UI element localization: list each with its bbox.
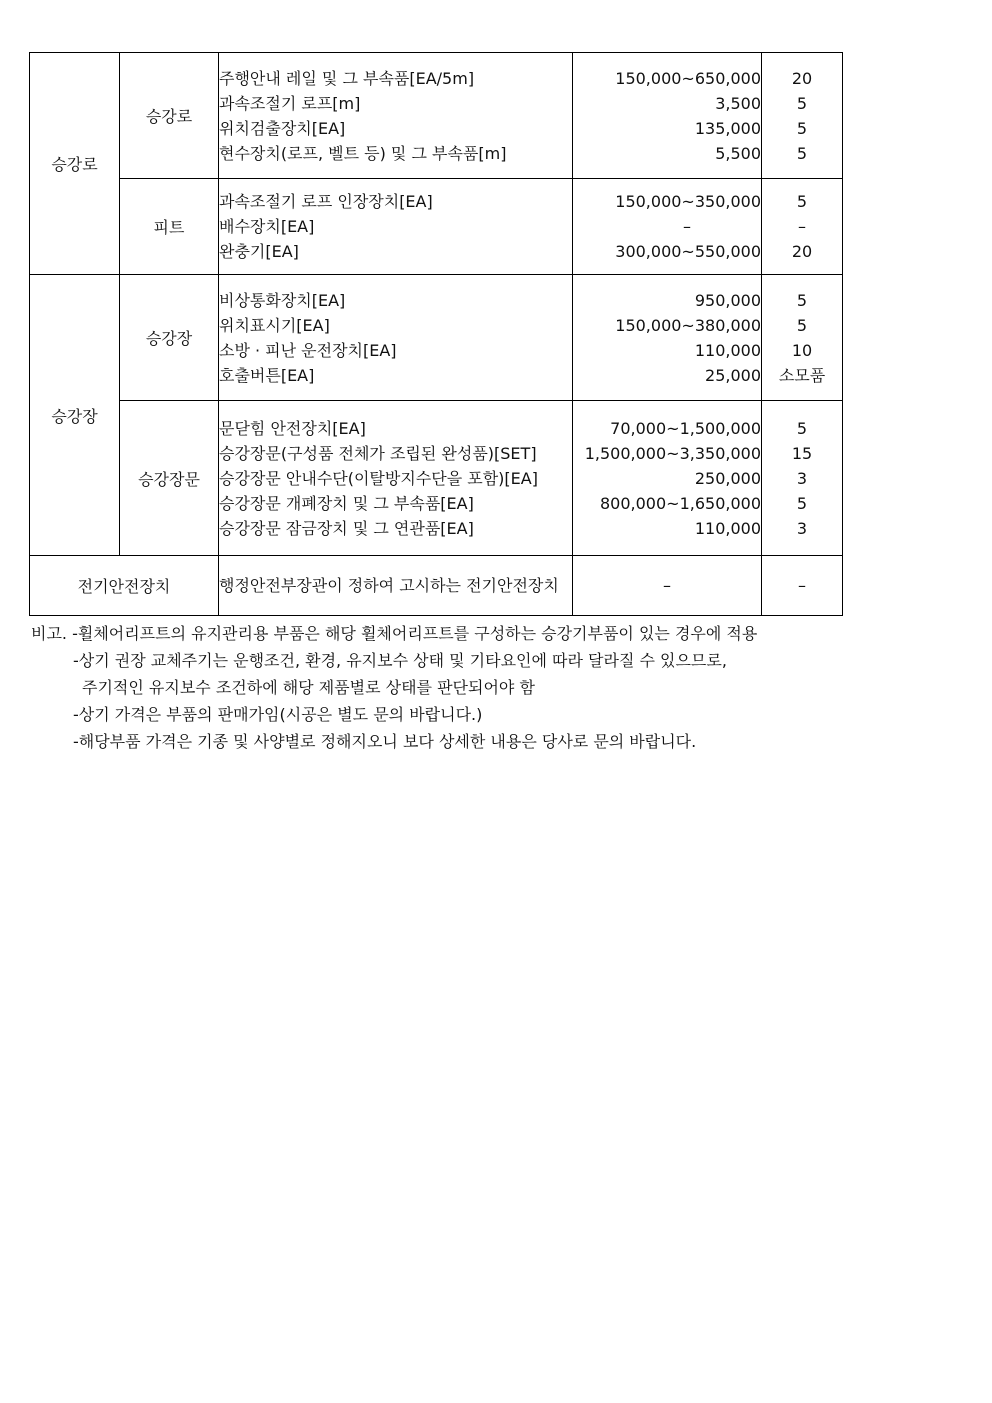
list-item: 비상통화장치[EA] <box>219 290 346 310</box>
price-list <box>573 179 762 275</box>
price-value: 150,000~350,000 <box>615 192 761 211</box>
price-value: – <box>683 217 691 236</box>
cycle-list <box>762 275 843 401</box>
cycle-value: 5 <box>796 192 808 211</box>
cycle-value: 소모품 <box>778 365 826 385</box>
table-row <box>30 179 843 275</box>
cycle-value: – <box>762 556 843 616</box>
price-value: 3,500 <box>715 93 761 113</box>
price-value: 1,500,000~3,350,000 <box>584 443 761 463</box>
list-item: 과속조절기 로프 인장장치[EA] <box>219 192 433 211</box>
list-item: 승강장문(구성품 전체가 조립된 완성품)[SET] <box>219 443 537 463</box>
cycle-value: 5 <box>796 315 808 335</box>
item-list <box>219 53 573 179</box>
price-list <box>573 53 762 179</box>
cycle-value: 5 <box>796 493 808 513</box>
list-item: 위치검출장치[EA] <box>219 118 346 138</box>
subcategory-landing-door: 승강장문 <box>120 401 219 556</box>
table-row <box>30 556 843 616</box>
list-item: 호출버튼[EA] <box>219 365 315 385</box>
cycle-value: 15 <box>791 443 813 463</box>
subcategory-landing: 승강장 <box>120 275 219 401</box>
price-value: 70,000~1,500,000 <box>610 418 761 438</box>
price-value: 135,000 <box>694 118 761 138</box>
price-value: 800,000~1,650,000 <box>600 493 761 513</box>
price-list <box>573 401 762 556</box>
list-item: 승강장문 잠금장치 및 그 연관품[EA] <box>219 518 474 538</box>
price-value: 150,000~650,000 <box>615 68 761 88</box>
remark-line: -해당부품 가격은 기종 및 사양별로 정해지오니 보다 상세한 내용은 당사로 문의 바랍니다. <box>73 732 697 751</box>
remark-line: 비고. -휠체어리프트의 유지관리용 부품은 해당 휠체어리프트를 구성하는 승강기부품이 있는 경우에 적용 <box>31 624 758 643</box>
list-item: 소방 · 피난 운전장치[EA] <box>219 340 397 360</box>
cycle-value: 5 <box>796 143 808 163</box>
price-value: 25,000 <box>705 365 761 385</box>
price-value: 250,000 <box>694 468 761 488</box>
cycle-list <box>762 53 843 179</box>
list-item: 행정안전부장관이 정하여 고시하는 전기안전장치 <box>219 576 559 595</box>
cycle-list <box>762 179 843 275</box>
list-item: 완충기[EA] <box>219 242 299 261</box>
cycle-list <box>762 401 843 556</box>
cycle-value: 3 <box>796 518 808 538</box>
price-list <box>573 275 762 401</box>
price-value: 950,000 <box>694 290 761 310</box>
category-hoistway: 승강로 <box>30 53 120 275</box>
cycle-value: 20 <box>791 242 813 261</box>
subcategory-hoistway: 승강로 <box>120 53 219 179</box>
price-value: 300,000~550,000 <box>615 242 761 261</box>
cycle-value: 5 <box>796 290 808 310</box>
cycle-value: 5 <box>796 418 808 438</box>
list-item: 승강장문 안내수단(이탈방지수단을 포함)[EA] <box>219 468 538 488</box>
price-value: – <box>573 556 762 616</box>
list-item: 문닫힘 안전장치[EA] <box>219 418 366 438</box>
item-list <box>219 179 573 275</box>
cycle-value: – <box>798 217 806 236</box>
table-row <box>30 275 843 401</box>
item-list <box>219 556 573 616</box>
category-electrical: 전기안전장치 <box>30 556 219 616</box>
parts-price-table <box>29 52 843 616</box>
table-row <box>30 401 843 556</box>
list-item: 과속조절기 로프[m] <box>219 93 361 113</box>
category-landing: 승강장 <box>30 275 120 556</box>
price-value: 110,000 <box>694 340 761 360</box>
item-list <box>219 275 573 401</box>
list-item: 주행안내 레일 및 그 부속품[EA/5m] <box>219 68 475 88</box>
price-value: 110,000 <box>694 518 761 538</box>
remarks <box>31 620 851 755</box>
list-item: 배수장치[EA] <box>219 217 315 236</box>
list-item: 위치표시기[EA] <box>219 315 330 335</box>
cycle-value: 10 <box>791 340 813 360</box>
cycle-value: 3 <box>796 468 808 488</box>
remark-line: -상기 권장 교체주기는 운행조건, 환경, 유지보수 상태 및 기타요인에 따라 달라질 수 있으므로, <box>73 651 727 670</box>
cycle-value: 5 <box>796 118 808 138</box>
price-value: 5,500 <box>715 143 761 163</box>
remark-line: 주기적인 유지보수 조건하에 해당 제품별로 상태를 판단되어야 함 <box>82 678 535 697</box>
remark-line: -상기 가격은 부품의 판매가임(시공은 별도 문의 바랍니다.) <box>73 705 483 724</box>
subcategory-pit: 피트 <box>120 179 219 275</box>
cycle-value: 5 <box>796 93 808 113</box>
item-list <box>219 401 573 556</box>
price-value: 150,000~380,000 <box>615 315 761 335</box>
list-item: 승강장문 개폐장치 및 그 부속품[EA] <box>219 493 474 513</box>
list-item: 현수장치(로프, 벨트 등) 및 그 부속품[m] <box>219 143 507 163</box>
table-row <box>30 53 843 179</box>
cycle-value: 20 <box>791 68 813 88</box>
